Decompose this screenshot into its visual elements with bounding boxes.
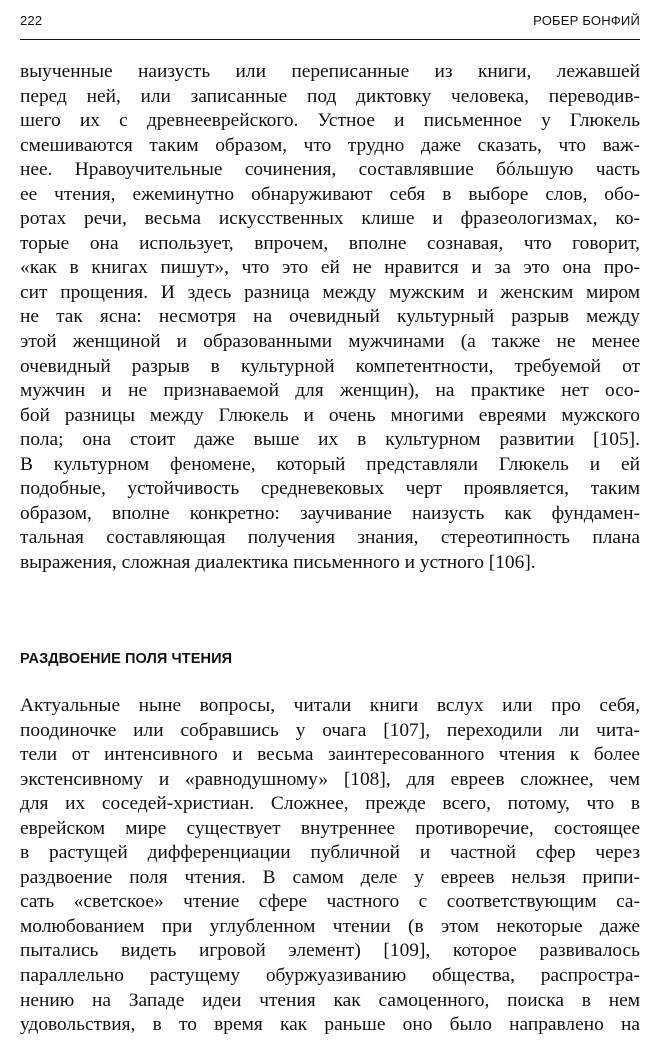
text-line: ротах речи, весьма искусственных клише и фразеологизмах, ко- [20,208,640,230]
text-line: пола; она стоит даже выше их в культурном развитии [105]. [20,429,640,451]
text-line: нее. Нравоучительные сочинения, составлявшие бóльшую часть [20,159,640,181]
text-line: торые она использует, впрочем, вполне сознавая, что говорит, [20,232,640,254]
text-line: тели от интенсивного и весьма заинтересованного чтения к более [20,744,640,766]
header-rule [20,39,640,40]
text-line: подобные, устойчивость средневековых черт проявляется, таким [20,478,640,500]
section-heading: РАЗДВОЕНИЕ ПОЛЯ ЧТЕНИЯ [20,651,233,667]
text-line: мужчин и не признаваемой для женщин), на практике нет осо- [20,380,640,402]
text-line: сит прощения. И здесь разница между мужским и женским миром [20,281,640,303]
text-line: смешиваются таким образом, что трудно даже сказать, что важ- [20,134,640,156]
text-line: молюбованием при углубленном чтении (в этом некоторые даже [20,915,640,937]
text-line: выражения, сложная диалектика письменного и устного [106]. [20,551,536,573]
text-line: сать «светское» чтение сфере частного с соответствующим са- [20,891,640,913]
text-line: «как в книгах пишут», что это ей не нравится и за это она про- [20,257,640,279]
text-line: в растущей дифференциации публичной и частной сфер через [20,842,640,864]
page-number: 222 [20,13,43,28]
text-line: нению на Западе идеи чтения как самоценного, поиска в нем [20,989,640,1011]
text-line: Актуальные ныне вопросы, читали книги вслух или про себя, [20,695,640,716]
running-title: РОБЕР БОНФИЙ [533,13,640,28]
text-line: поодиночке или собравшись у очага [107], переходили ли чита- [20,719,640,741]
text-line: ее чтения, ежеминутно обнаруживают себя в выборе слов, обо- [20,183,640,205]
text-line: шего их с древнееврейского. Устное и письменное у Глюкель [20,110,640,132]
text-line: еврейском мире существует внутреннее противоречие, состоящее [20,817,640,839]
text-line: раздвоение поля чтения. В самом деле у евреев нельзя припи- [20,866,640,888]
text-line: для их соседей-христиан. Сложнее, прежде всего, потому, что в [20,793,640,815]
paragraph-1 [20,60,640,575]
text-line: В культурном феномене, который представляли Глюкель и ей [20,453,640,475]
text-line: образом, вполне конкретно: заучивание наизусть как фундамен- [20,502,640,524]
text-line: этой женщиной и образованными мужчинами (а также не менее [20,331,640,353]
paragraph-2 [20,694,640,1038]
book-page [20,0,640,1064]
text-line: тальная составляющая получения знания, стереотипность плана [20,527,640,549]
text-line: пытались видеть игровой элемент) [109], которое развивалось [20,940,640,962]
text-line: удовольствия, в то время как раньше оно было направлено на [20,1014,640,1036]
running-head [20,11,640,35]
text-line: бой разницы между Глюкель и очень многими евреями мужского [20,404,640,426]
text-line: не так ясна: несмотря на очевидный культурный разрыв между [20,306,640,328]
text-line: выученные наизусть или переписанные из книги, лежавшей [20,61,640,82]
text-line: очевидный разрыв в культурной компетентности, требуемой от [20,355,640,377]
text-line: параллельно растущему обуржуазиванию общества, распростра- [20,965,640,987]
text-line: перед ней, или записанные под диктовку человека, переводив- [20,85,640,107]
text-line: экстенсивному и «равнодушному» [108], для евреев сложнее, чем [20,768,640,790]
